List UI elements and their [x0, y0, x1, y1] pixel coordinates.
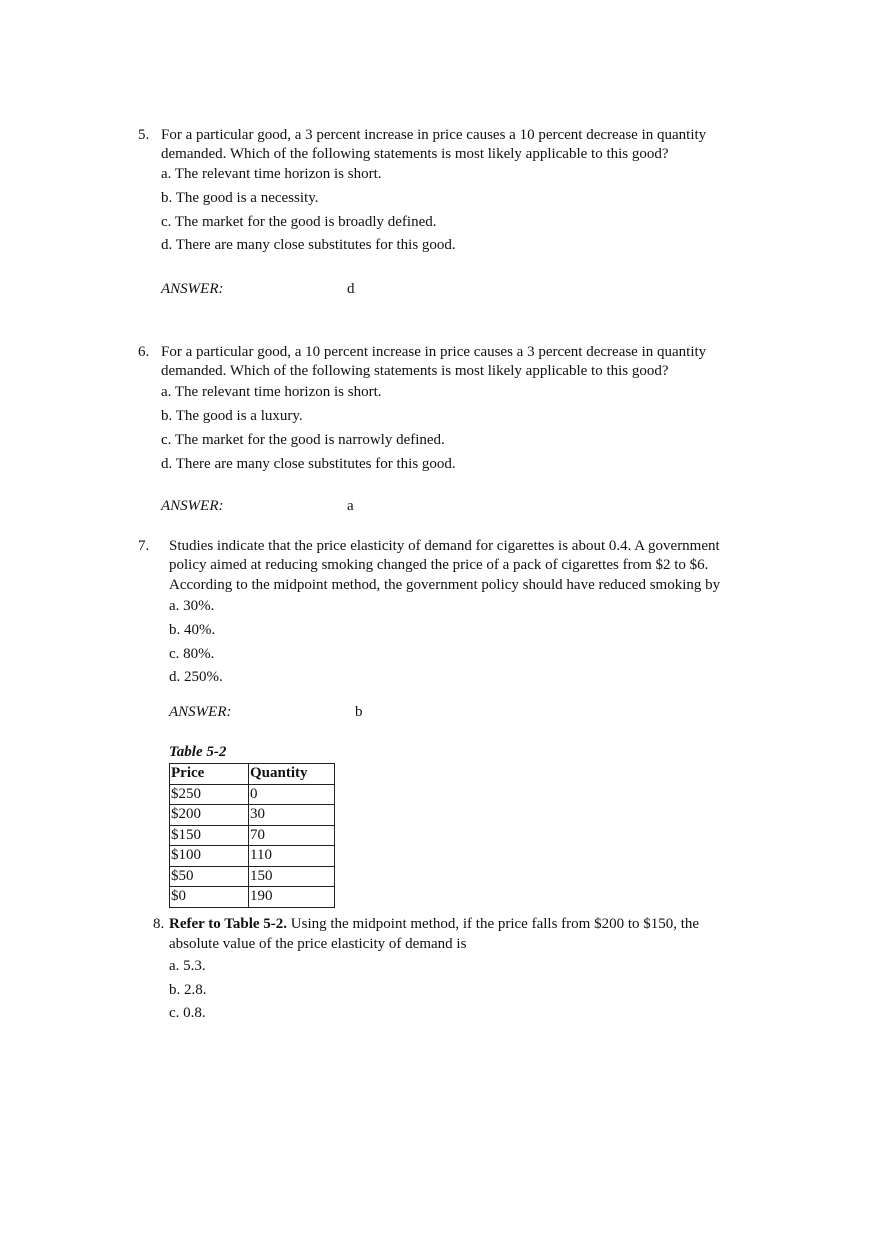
answer-option: b. 40%.: [169, 622, 216, 638]
table-row: [170, 784, 335, 805]
table-cell: $0: [170, 887, 249, 908]
answer-label: ANSWER:: [161, 281, 224, 297]
table-cell: $200: [170, 805, 249, 826]
table-row: [170, 825, 335, 846]
answer-option: a. 30%.: [169, 598, 215, 614]
question-text-line: For a particular good, a 10 percent increase in price causes a 3 percent decrease in quantity: [161, 344, 707, 360]
table-cell: 70: [249, 825, 335, 846]
question-text-line: For a particular good, a 3 percent increase in price causes a 10 percent decrease in quantity: [161, 127, 707, 143]
answer-option: c. The market for the good is narrowly defined.: [161, 432, 445, 448]
table-cell: 150: [249, 866, 335, 887]
answer-option: c. 80%.: [169, 646, 215, 662]
answer-value: a: [347, 498, 354, 514]
question-text-line: According to the midpoint method, the government policy should have reduced smoking by: [169, 577, 721, 593]
table-reference: Refer to Table 5-2.: [169, 916, 288, 932]
table-cell: 30: [249, 805, 335, 826]
question-text-line: demanded. Which of the following statements is most likely applicable to this good?: [161, 363, 669, 379]
answer-option: d. There are many close substitutes for this good.: [161, 237, 456, 253]
table-header: Quantity: [249, 764, 335, 785]
question-number: 7.: [138, 538, 150, 554]
table-row: [170, 887, 335, 908]
question-number: 6.: [138, 344, 150, 360]
question-text-line: absolute value of the price elasticity of demand is: [169, 936, 467, 952]
table-cell: 0: [249, 784, 335, 805]
answer-option: d. There are many close substitutes for this good.: [161, 456, 456, 472]
question-text: [169, 915, 699, 934]
question-number: 8.: [153, 916, 165, 932]
table-header: Price: [170, 764, 249, 785]
answer-value: b: [355, 704, 363, 720]
answer-label: ANSWER:: [161, 498, 224, 514]
table-cell: 110: [249, 846, 335, 867]
table-title: Table 5-2: [169, 744, 227, 760]
price-quantity-table: [169, 763, 335, 908]
answer-option: b. The good is a luxury.: [161, 408, 303, 424]
answer-label: ANSWER:: [169, 704, 232, 720]
answer-option: a. 5.3.: [169, 958, 206, 974]
table-cell: $100: [170, 846, 249, 867]
table-row: [170, 866, 335, 887]
table-cell: 190: [249, 887, 335, 908]
answer-option: b. The good is a necessity.: [161, 190, 319, 206]
table-cell: $50: [170, 866, 249, 887]
answer-option: a. The relevant time horizon is short.: [161, 384, 382, 400]
question-text-line: policy aimed at reducing smoking changed the price of a pack of cigarettes from $2 to $6.: [169, 557, 709, 573]
answer-option: c. The market for the good is broadly defined.: [161, 214, 437, 230]
question-text-line: Studies indicate that the price elasticity of demand for cigarettes is about 0.4. A government: [169, 538, 720, 554]
table-cell: $150: [170, 825, 249, 846]
table-row: [170, 805, 335, 826]
answer-option: a. The relevant time horizon is short.: [161, 166, 382, 182]
table-row: [170, 846, 335, 867]
answer-option: b. 2.8.: [169, 982, 207, 998]
table-cell: $250: [170, 784, 249, 805]
question-text-line: Using the midpoint method, if the price falls from $200 to $150, the: [287, 916, 700, 932]
question-number: 5.: [138, 127, 150, 143]
answer-option: d. 250%.: [169, 669, 223, 685]
answer-option: c. 0.8.: [169, 1005, 206, 1021]
question-text-line: demanded. Which of the following statements is most likely applicable to this good?: [161, 146, 669, 162]
answer-value: d: [347, 281, 355, 297]
